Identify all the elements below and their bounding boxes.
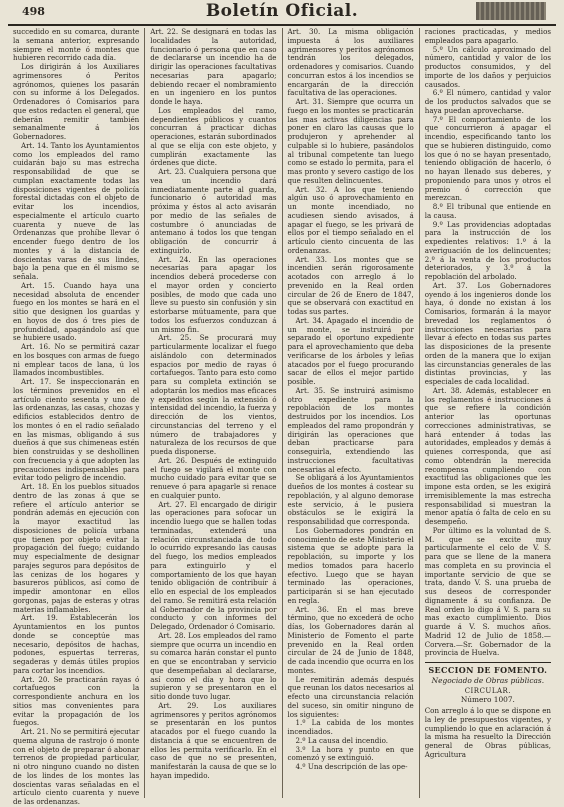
section-subtitle: Negociado de Obras públicas. [431, 675, 545, 685]
paragraph: Se obligará á los Ayuntamientos dueños de los montes á costear su repoblación, y al alguno demorase este servicio, á le pusiera obstáculos se le exigirá la responsabilidad que corresponda. [287, 473, 414, 526]
paragraph: Art. 16. No se permitirá cazar en los bosques con armas de fuego ni emplear tacos de lana, ú los llamados incombustibles. [13, 342, 140, 378]
paragraph: Art. 36. En el mas breve término, que no excederá de ocho días, los Gobernadores darán al Ministerio de Fomento el parte prevenido en la Real orden circular de 24 de Junio de 1848, de cada incendio que ocurra en los montes. [287, 604, 414, 675]
paragraph: Por último es la voluntad de S. M. que se excite muy particularmente el celo de V. S. para que se llene de la manera mas completa en su provincia el importante servicio de que se trata, dando V. S. una prueba de sus deseos de corresponder dignamente á su confianza. De Real orden lo digo á V. S. para su mas exacto cumplimiento. Dios guarde á V. S. muchos años. Madrid 12 de Julio de 1858.—Corvera.—Sr. Gobernador de la provincia de Huelva. [424, 525, 551, 658]
text-columns [8, 27, 556, 806]
paragraph: 8.º El tribunal que entiende en la causa. [424, 202, 551, 220]
paragraph: 7.º El comportamiento de los que concurrieron á apagar el incendio, especificando tanto los que se hubieren distinguido, como los que ó no se hayan presentado, teniendo obligación de hacerlo, ó no hayan llenado sus deberes, y proponiendo para unos y otros el premio ó corrección que merezcan. [424, 114, 551, 203]
paragraph: Art. 14. Tanto los Ayuntamientos como los empleados del ramo cuidarán bajo su mas estrecha responsabilidad de que se cumplan exactamente todas las disposiciones vigentes de policía forestal dictadas con el objeto de evitar los incendios, especialmente el artículo cuarto cuarenta y nueve de las Ordenanzas que prohíbe llevar ó encender fuego dentro de los montes y á la distancia de doscientas varas de sus lindes, bajo la pena que en él mismo se señala. [13, 140, 140, 281]
paragraph: Los Gobernadores pondrán en conocimiento de este Ministerio el sistema que se adopte para la repoblación, su importe y los medios tomados para hacerlo efectivo. Luego que se hayan terminado las operaciones, participarán si se han ejecutado en regla. [287, 525, 414, 605]
paragraph: Con arreglo á lo que se dispone en la ley de presupuestos vigentes, y cumpliendo lo que en aclaración á la misma ha resuelto la Dirección general de Obras públicas, Agricultura [424, 706, 551, 759]
paragraph: Art. 27. El encargado de dirigir las operaciones para sofocar un incendio luego que se hallen todas terminadas, extenderá una relación circunstanciada de todo lo ocurrido expresando las causas del fuego, los medios empleados para extinguirlo y el comportamiento de los que hayan tenido obligación de contribuir á ello en especial de los empleados del ramo. Se remitirá esta relación al Gobernador de la provincia por conducto y con informes del Delegado, Ordenador ó Comisario. [150, 499, 277, 631]
paragraph: 2.º La causa del incendio. [295, 735, 388, 745]
paragraph: Art. 38. Además, establecer en los reglamentos é instrucciones á que se refiere la condición anterior las oportunas correcciones administrativas, se hará entender á todas las autoridades, empleados y demás á quienes corresponda, que así como obtendrán la merecida recompensa cumpliendo con exactitud las obligaciones que les impone esta orden, se les exigirá irremisiblemente la mas estrecha responsabilidad si muestran la menor apatía ó falta de celo en su desempeño. [424, 385, 551, 526]
column-1 [8, 27, 145, 806]
paragraph: 4.º Una descripción de las ope- [295, 762, 408, 771]
column-4 [420, 28, 556, 798]
paragraph: Art. 35. Se instruirá asimismo otro expediente para la repoblación de los montes destruidos por los incendios. Los empleados del ramo propondrán y dirigirán las operaciones que deban practicarse para conseguirla, extendiendo las instrucciones facultativas necesarias al efecto. [287, 385, 414, 474]
paragraph: Art. 26. Después de extinguido el fuego se vigilará el monte con mucho cuidado para evitar que se renueve ó para apagarle si renace en cualquier punto. [150, 455, 277, 500]
section-rule [425, 662, 551, 663]
paragraph: Art. 21. No se permitirá ejecutar quema alguna de rastrojo ó monte con el objeto de preparar ó abonar terrenos de propiedad particular, ni otro ninguno cuando no disten de los lindes de los montes las doscientas varas señaladas en el artículo ciento cuarenta y nueve de las ordenanzas. [13, 727, 140, 806]
paragraph: Art. 18. En los pueblos situados dentro de las zonas á que se refiere el artículo anterior se pondrán además en ejecución con la mayor exactitud las disposiciones de policía urbana que tienen por objeto evitar la propagación del fuego; cuidando muy especialmente de designar parajes seguros para depósitos de las cenizas de los hogares y basureros públicos, así como de impedir amontonar en ellos gorgonas, pajas de esteras y otras materias inflamables. [13, 482, 140, 614]
paragraph: 3.º La hora y punto en que comenzó y se extinguió. [287, 744, 414, 763]
paragraph: Los empleados del ramo, dependientes públicos y cuantos concurran á practicar dichas operaciones, estarán subordinados al que se elija con este objeto, y cumplirán exactamente las órdenes que dicte. [150, 105, 277, 168]
paragraph: Los dirigirán á los Auxiliares agrimensores ó Peritos agrónomos, quienes los pasarán con su informe á los Delegados. Ordenadores ó Comisarios para que estos redacten el general, que deberán remitir también semanalmente á los Gobernadores. [13, 62, 140, 141]
paragraph: 6.º El número, cantidad y valor de los productos salvados que se haya puedan aprovecharse. [424, 88, 551, 115]
masthead [8, 0, 556, 26]
paragraph: Art. 28. Los empleados del ramo siempre que ocurra un incendio en su comarca harán constar el punto en que se encontraban y servicio que desempeñaban al declararse, así como el día y hora que lo supieron y se presentaron en el sitio donde tuvo lugar. [150, 630, 277, 701]
page-title: Boletín Oficial. [205, 1, 359, 21]
paragraph: Art. 15. Cuando haya una necesidad absoluta de encender fuego en los montes se hará en el sitio que designen los guardas y en hoyos de dos ó tres pies de profundidad, apagándolo así que se hubiere usado. [13, 280, 140, 343]
paragraph: Art. 29. Los auxiliares agrimensores y peritos agrónomos se presentarán en los puntos atacados por el fuego cuando la distancia á que se encuentren de ellos les permita verificarlo. En el caso de que no se presenten, manifestarán la causa de que se lo hayan impedido. [150, 700, 277, 780]
paragraph: Art. 34. Apagado el incendio de un monte, se instruirá por separado el oportuno expediente para el aprovechamiento que deba verificarse de los árboles y leñas atacados por el fuego procurando sacar de ellos el mejor partido posible. [287, 315, 414, 386]
column-3 [283, 28, 420, 798]
paragraph: Le remitirán además después que reunan los datos necesarios al efecto una circunstancia relación del suceso, sin omitir ninguno de los siguientes: [287, 674, 414, 719]
paragraph: Art. 24. En las operaciones necesarias para apagar los incendios deberá procederse con el mayor orden y concierto posibles, de modo que cada uno lleve su puesto sin confusión y sin estorbarse mútuamente, para que todos los esfuerzos conduzcan á un mismo fin. [150, 254, 277, 334]
paragraph: Art. 33. Los montes que se incendien serán rigorosamente acotados con arreglo á lo prevenido en la Real orden circular de 26 de Enero de 1847, que se observará con exactitud en todas sus partes. [287, 254, 414, 316]
paragraph: Art. 32. A los que teniendo algún uso ó aprovechamiento en un monte incendiado, no acudiesen siendo avisados, á apagar el fuego, se les privará de ellos por el tiempo señalado en el artículo ciento cincuenta de las ordenanzas. [287, 184, 414, 255]
paragraph: Art. 20. Se practicarán rayas ó cortafuegos con la correspondiente anchura en los sitios mas convenientes para evitar la propagación de los fuegos. [13, 674, 140, 728]
paragraph: Art. 17. Se inspeccionarán en los términos prevenidos en el artículo ciento sesenta y uno de las ordenanzas, las casas, chozas y edificios establecidos dentro de los montes ó en el radio señalado en las mismas, obligando á sus dueños á que sus chimeneas estén bien construidas y se deshollinen con frecuencia y á que adopten las precauciones indispensables para evitar todo peligro de incendio. [13, 377, 140, 483]
paragraph: raciones practicadas, y medios empleados para apagarlo. [424, 27, 551, 45]
section-kind: CIRCULAR. [464, 686, 512, 695]
column-2 [145, 28, 282, 798]
paragraph: Art. 37. Los Gobernadores oyendo á los ingenieros donde los haya, ó donde no existan á los Comisarios, formarán á la mayor brevedad los reglamentos ó instrucciones necesarias para llevar á efecto en todas sus partes las disposiciones de la presente orden de la manera que lo exijan las circunstancias generales de las distintas provincias, y las especiales de cada localidad. [424, 280, 551, 386]
paragraph: Art. 25. Se procurará muy particularmente localizar el fuego aislándolo con determinados espacios por medio de rayas ó cortafuegos. Tanto para esto como para su completa extinción se adoptarán los medios mas eficaces y expeditos según la extensión ó intensidad del incendio, la fuerza y dirección de los vientos, circunstancias del terreno y el número de trabajadores y naturaleza de los recursos de que pueda disponerse. [150, 333, 277, 456]
paragraph: 5.º Un cálculo aproximado del número, cantidad y valor de los productos consumidos, y del importe de los daños y perjuicios causados. [424, 44, 551, 89]
paragraph: Art. 23. Cualquiera persona que vea un incendio dará inmediatamente parte al guarda, funcionario ó autoridad mas próxima y éstos al acto avisarán por medio de las señales de costumbre ó anunciadas de antemano á todos los que tengan obligación de concurrir á extinguirlo. [150, 167, 277, 255]
paragraph: 9.º Las providencias adoptadas para la instrucción de los expedientes relativos: 1.º á la averiguación de los delincuentes; 2.º á la venta de los productos deteriorados, y 3.º á la repoblación del arbolado. [424, 219, 551, 281]
column-4-body [425, 28, 551, 658]
section-title: SECCION DE FOMENTO. [428, 665, 548, 675]
paragraph: 1.º La cabida de los montes incendiados. [287, 718, 414, 736]
paragraph: Art. 31. Siempre que ocurra un fuego en los montes se practicarán las mas activas diligencias para poner en claro las causas que lo produjeron y aprehender al culpable si lo hubiere, pasándolos al tribunal competente tan luego como se estado lo permita, para el mas pronto y severo castigo de los que resulten delincuentes. [287, 97, 414, 185]
masthead-ornament [476, 2, 546, 20]
paragraph: Art. 30. La misma obligación impuesta á los auxiliares agrimensores y peritos agrónomos tendrán los delegados, ordenadores y comisarios. Cuando concurran estos á los incendios se encargarán de la dirección facultativa de las operaciones. [287, 27, 414, 98]
page-number: 498 [22, 5, 45, 18]
paragraph: succedido en su comarca, durante la semana anterior, expresando siempre el monte ó montes que hubieren recorrido cada día. [13, 27, 140, 63]
section-body [425, 707, 551, 760]
paragraph: Art. 19. Establecerán los Ayuntamientos en los puntos donde se conceptúe mas necesario, depósitos de hachas, podones, espuertas terreras, segaderas y demás útiles propios para cortar los incendios. [13, 613, 140, 675]
section-number: Número 1007. [460, 695, 515, 705]
paragraph: Art. 22. Se designará en todas las localidades la autoridad, funcionario ó persona que en caso de declararse un incendio ha de dirigir las operaciones facultativas necesarias para apagarlo; debiendo recaer el nombramiento en un ingeniero en los puntos donde le haya. [150, 27, 277, 106]
